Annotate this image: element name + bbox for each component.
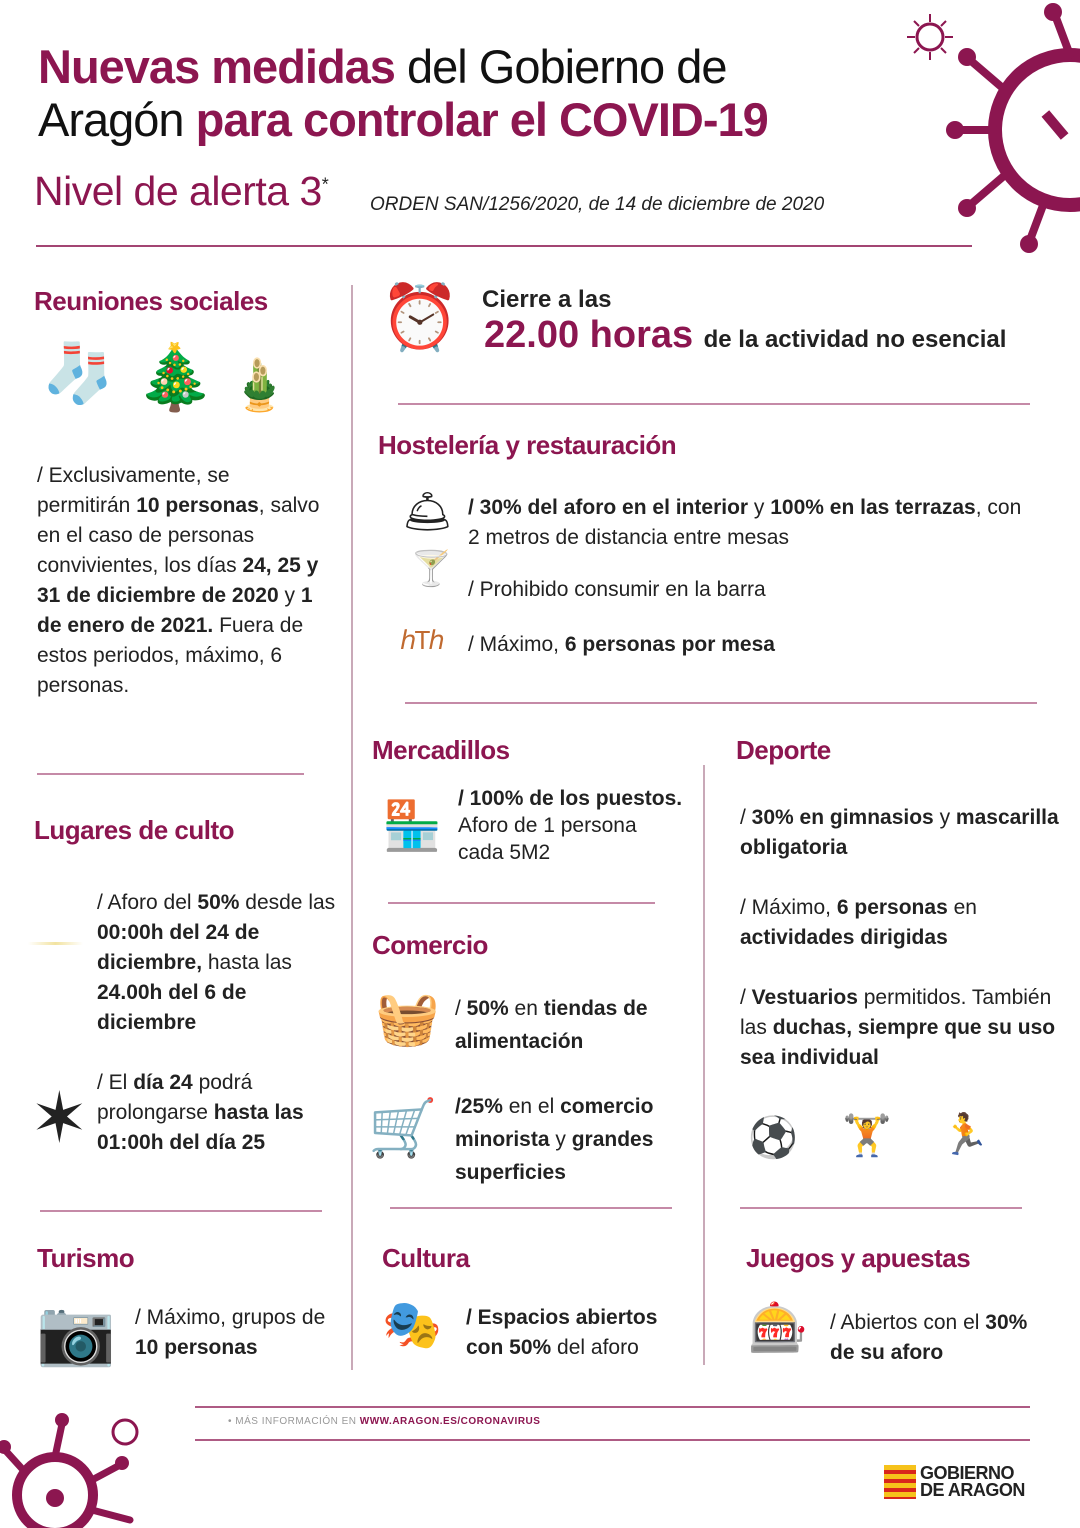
text-segment: / Abiertos con el <box>830 1311 986 1334</box>
shopping-cart-icon: 🛒 <box>368 1096 438 1159</box>
order-reference: ORDEN SAN/1256/2020, de 14 de diciembre de 2020 <box>370 194 825 215</box>
text-segment: para controlar el COVID-19 <box>195 93 768 146</box>
text-segment: Fuera de estos periodos, máximo, 6 personas. <box>37 614 304 697</box>
aragon-flag-icon <box>884 1465 916 1499</box>
text-segment: / Exclusivamente, se permitirán <box>37 464 230 517</box>
mercadillos-text <box>458 785 683 866</box>
text-segment: / Máximo, grupos de <box>135 1306 326 1329</box>
divider <box>40 1210 322 1212</box>
deporte-item-1 <box>740 803 1060 863</box>
turismo-text <box>135 1303 335 1363</box>
text-segment: Nuevas medidas <box>38 40 395 93</box>
juegos-text <box>830 1308 1050 1368</box>
text-segment: tiendas de alimentación <box>455 997 648 1053</box>
text-segment: 6 personas <box>836 896 948 919</box>
text-segment: / Prohibido consumir en la barra <box>468 578 766 601</box>
text-segment: , salvo en el caso de personas convivientes, los días <box>37 494 320 577</box>
column-divider-2 <box>703 765 705 1365</box>
text-segment: y <box>748 496 771 519</box>
weightlifting-icon: 🏋 <box>842 1114 892 1158</box>
culto-item-2 <box>97 1068 337 1158</box>
divider <box>398 403 1030 405</box>
text-segment: 100% en las terrazas <box>770 496 976 519</box>
divider <box>388 902 655 904</box>
logo-text: GOBIERNO DE ARAGON <box>920 1463 1025 1500</box>
reuniones-heading: Reuniones sociales <box>34 286 268 316</box>
stocking-icon: 🧦 <box>42 341 115 406</box>
soccer-ball-icon: ⚽ <box>748 1116 798 1160</box>
text-segment: / Máximo, <box>468 633 565 656</box>
text-segment: / <box>740 986 752 1009</box>
text-segment: 00:00h del 24 de diciembre, <box>97 921 260 974</box>
text-segment: mascarilla obligatoria <box>740 806 1059 859</box>
text-segment: hasta las <box>202 951 292 974</box>
hosteleria-item-3 <box>468 630 1038 660</box>
hosteleria-heading: Hostelería y restauración <box>378 430 677 460</box>
text-segment: / <box>740 806 752 829</box>
header-divider <box>36 245 972 247</box>
text-segment: en <box>947 896 977 919</box>
text-segment: / 30% del aforo en el interior <box>468 496 749 519</box>
text-segment: 10 personas <box>135 1336 258 1359</box>
text-segment: 50% <box>197 891 240 914</box>
cierre-line: Cierre a las <box>482 286 612 313</box>
gobierno-aragon-logo <box>884 1465 1040 1499</box>
comercio-heading: Comercio <box>372 930 488 960</box>
deporte-heading: Deporte <box>736 735 831 765</box>
turismo-heading: Turismo <box>37 1243 135 1273</box>
text-segment: / Máximo, <box>740 896 837 919</box>
virus-large-icon <box>945 0 1080 260</box>
text-segment: y <box>933 806 956 829</box>
text-segment: del Gobierno de <box>394 40 727 93</box>
text-segment: del aforo <box>551 1336 639 1359</box>
text-segment: Vestuarios <box>751 986 858 1009</box>
footer-prefix: MÁS INFORMACIÓN EN <box>235 1416 360 1427</box>
text-segment: / <box>455 997 467 1020</box>
text-segment: Aragón <box>38 93 196 146</box>
poker-chips-icon: 🎰 <box>748 1302 808 1355</box>
divider <box>405 702 1037 704</box>
text-segment: / El <box>97 1071 134 1094</box>
deporte-item-3 <box>740 983 1070 1073</box>
text-segment: grandes superficies <box>455 1128 654 1184</box>
text-segment: , con 2 metros de distancia entre mesas <box>468 496 1022 549</box>
text-segment: 24, 25 y 31 de diciembre de 2020 <box>37 554 319 607</box>
text-segment: actividades dirigidas <box>740 926 948 949</box>
grocery-basket-icon: 🧺 <box>375 990 440 1048</box>
text-segment: 50% <box>466 997 509 1020</box>
footer-divider-bottom <box>195 1439 1030 1441</box>
text-segment: comercio minorista <box>455 1095 654 1151</box>
mercadillos-heading: Mercadillos <box>372 735 510 765</box>
text-segment: 30% en gimnasios <box>751 806 934 829</box>
divider <box>37 773 304 775</box>
alert-level-text: Nivel de alerta 3 <box>34 168 322 214</box>
text-segment: hasta las 01:00h del día 25 <box>97 1101 304 1154</box>
ornaments-icon: 🎍 <box>228 357 291 413</box>
hosteleria-item-1 <box>468 493 1038 553</box>
title-line-1 <box>38 40 726 94</box>
text-segment: 6 personas por mesa <box>564 633 775 656</box>
text-segment: día 24 <box>133 1071 193 1094</box>
comercio-item-1 <box>455 992 695 1058</box>
text-segment: en <box>508 997 544 1020</box>
text-segment: permitidos. También las <box>740 986 1052 1039</box>
theater-masks-icon: 🎭 <box>382 1299 442 1352</box>
text-segment: 24.00h del 6 de diciembre <box>97 981 247 1034</box>
star-icon: ✶ <box>30 1079 89 1157</box>
comercio-item-2 <box>455 1090 700 1189</box>
cloche-icon: 🛎 <box>402 490 453 534</box>
cultura-heading: Cultura <box>382 1243 470 1273</box>
column-divider-1 <box>351 285 353 1370</box>
divider <box>740 1207 1022 1209</box>
deporte-item-2 <box>740 893 1060 953</box>
cierre-time: 22.00 horas <box>484 314 694 356</box>
text-segment: Aforo de 1 persona cada 5M2 <box>458 814 637 864</box>
alert-footnote-mark: * <box>321 174 329 195</box>
sparkle-icon <box>28 942 83 945</box>
reuniones-text <box>37 461 327 701</box>
table-chairs-icon: ℎTℎ <box>400 625 443 655</box>
cocktail-icon: 🍸 <box>410 550 453 588</box>
text-segment: en el <box>502 1095 561 1118</box>
juegos-heading: Juegos y apuestas <box>746 1243 971 1273</box>
camera-icon: 📷 <box>36 1296 116 1368</box>
footer-divider-top <box>195 1406 1030 1408</box>
christmas-tree-icon: 🎄 <box>135 341 215 413</box>
text-segment: y <box>549 1128 572 1151</box>
cultura-text <box>466 1303 696 1363</box>
market-stall-icon: 🏪 <box>382 800 442 853</box>
text-segment: 30% de su aforo <box>830 1311 1028 1364</box>
text-segment: desde las <box>239 891 336 914</box>
footer-link[interactable]: WWW.ARAGON.ES/CORONAVIRUS <box>359 1416 541 1427</box>
cierre-time-line <box>484 314 1006 357</box>
text-segment: podrá prolongarse <box>97 1071 253 1124</box>
footer-info: • MÁS INFORMACIÓN EN WWW.ARAGON.ES/CORONAVIRUS <box>228 1416 541 1427</box>
text-segment: / Espacios abiertos con 50% <box>466 1306 658 1359</box>
hosteleria-item-2 <box>468 575 1038 605</box>
text-segment: 1 de enero de 2021. <box>37 584 313 637</box>
culto-item-1 <box>97 888 347 1038</box>
runner-icon: 🏃 <box>940 1113 990 1157</box>
text-segment: 10 personas <box>136 494 259 517</box>
virus-bottom-icon <box>0 1410 150 1528</box>
alert-level <box>34 168 328 215</box>
cierre-rest: de la actividad no esencial <box>703 326 1007 353</box>
divider <box>390 1207 672 1209</box>
text-segment: / Aforo del <box>97 891 198 914</box>
title-line-2 <box>38 93 768 147</box>
text-segment: duchas, siempre que su uso sea individual <box>740 1016 1056 1069</box>
alarm-clock-icon: ⏰ <box>380 281 460 353</box>
text-segment: y <box>278 584 301 607</box>
text-segment: / 100% de los puestos. <box>458 787 683 810</box>
culto-heading: Lugares de culto <box>34 815 235 845</box>
text-segment: /25% <box>455 1095 503 1118</box>
